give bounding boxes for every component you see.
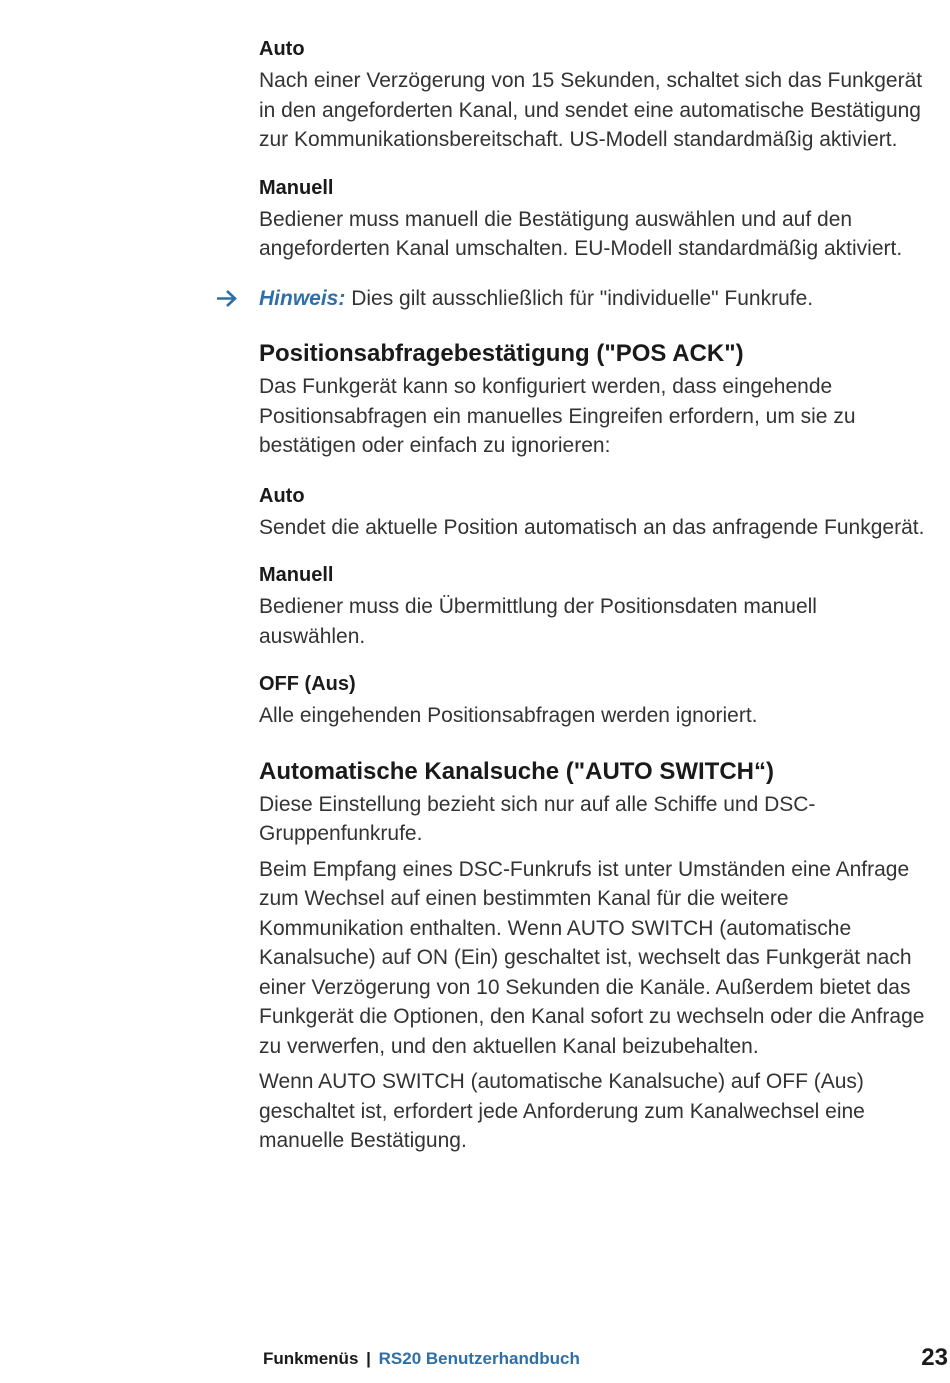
option-manuell <box>259 562 929 651</box>
page-content <box>259 36 929 1182</box>
paragraph: Beim Empfang eines DSC-Funkrufs ist unter Umständen eine Anfrage zum Wechsel auf einen bestimmten Kanal für die weitere Kommunikation enthalten. Wenn AUTO SWITCH (automatische Kanalsuche) auf ON (Ein) geschaltet ist, wechselt das Funkgerät nach einer Verzögerung von 10 Sekunden die Kanäle. Außerdem bietet das Funkgerät die Optionen, den Kanal sofort zu wechseln oder die Anfrage zu verwerfen, und den aktuellen Kanal beizubehalten. <box>259 857 925 1058</box>
option-term: OFF (Aus) <box>259 673 356 695</box>
footer-chapter: Funkmenüs <box>263 1349 359 1368</box>
option-term: Auto <box>259 38 305 60</box>
note <box>259 284 929 314</box>
option-description: Nach einer Verzögerung von 15 Sekunden, schaltet sich das Funkgerät in den angeforderten Kanal, und sendet eine automatische Bestätigung zur Kommunikationsbereitschaft. US-Modell standardmäßig aktiviert. <box>259 69 923 151</box>
section-auto-switch <box>259 757 929 1156</box>
option-description: Bediener muss die Übermittlung der Positionsdaten manuell auswählen. <box>259 595 817 648</box>
note-text: Dies gilt ausschließlich für "individuelle" Funkrufe. <box>345 286 814 310</box>
section-heading: Positionsabfragebestätigung ("POS ACK") <box>259 340 744 367</box>
option-term: Auto <box>259 484 305 507</box>
paragraph: Wenn AUTO SWITCH (automatische Kanalsuche) auf OFF (Aus) geschaltet ist, erfordert jede Anforderung zum Kanalwechsel eine manuelle Bestätigung. <box>259 1070 865 1152</box>
footer-separator: | <box>366 1349 371 1368</box>
option-description: Bediener muss manuell die Bestätigung auswählen und auf den angeforderten Kanal umschalten. EU-Modell standardmäßig aktiviert. <box>259 207 903 260</box>
option-manuell <box>259 175 929 264</box>
paragraph: Diese Einstellung bezieht sich nur auf alle Schiffe und DSC-Gruppenfunkrufe. <box>259 792 816 845</box>
option-term: Manuell <box>259 564 334 586</box>
section-pos-ack <box>259 339 929 731</box>
option-description: Alle eingehenden Positionsabfragen werden ignoriert. <box>259 704 758 727</box>
section-heading: Automatische Kanalsuche ("AUTO SWITCH“) <box>259 757 774 785</box>
footer-doc-title: RS20 Benutzerhandbuch <box>378 1349 580 1368</box>
option-off <box>259 671 929 731</box>
option-auto <box>259 36 929 155</box>
note-label: Hinweis: <box>259 286 346 310</box>
option-auto <box>259 483 929 543</box>
option-term: Manuell <box>259 176 334 199</box>
page-footer <box>263 1349 580 1369</box>
page-number: 23 <box>921 1344 948 1371</box>
option-description: Sendet die aktuelle Position automatisch an das anfragende Funkgerät. <box>259 515 925 539</box>
arrow-right-icon <box>215 284 239 313</box>
section-intro: Das Funkgerät kann so konfiguriert werden, dass eingehende Positionsabfragen ein manuelles Eingreifen erfordern, um sie zu bestätigen oder einfach zu ignorieren: <box>259 375 856 457</box>
